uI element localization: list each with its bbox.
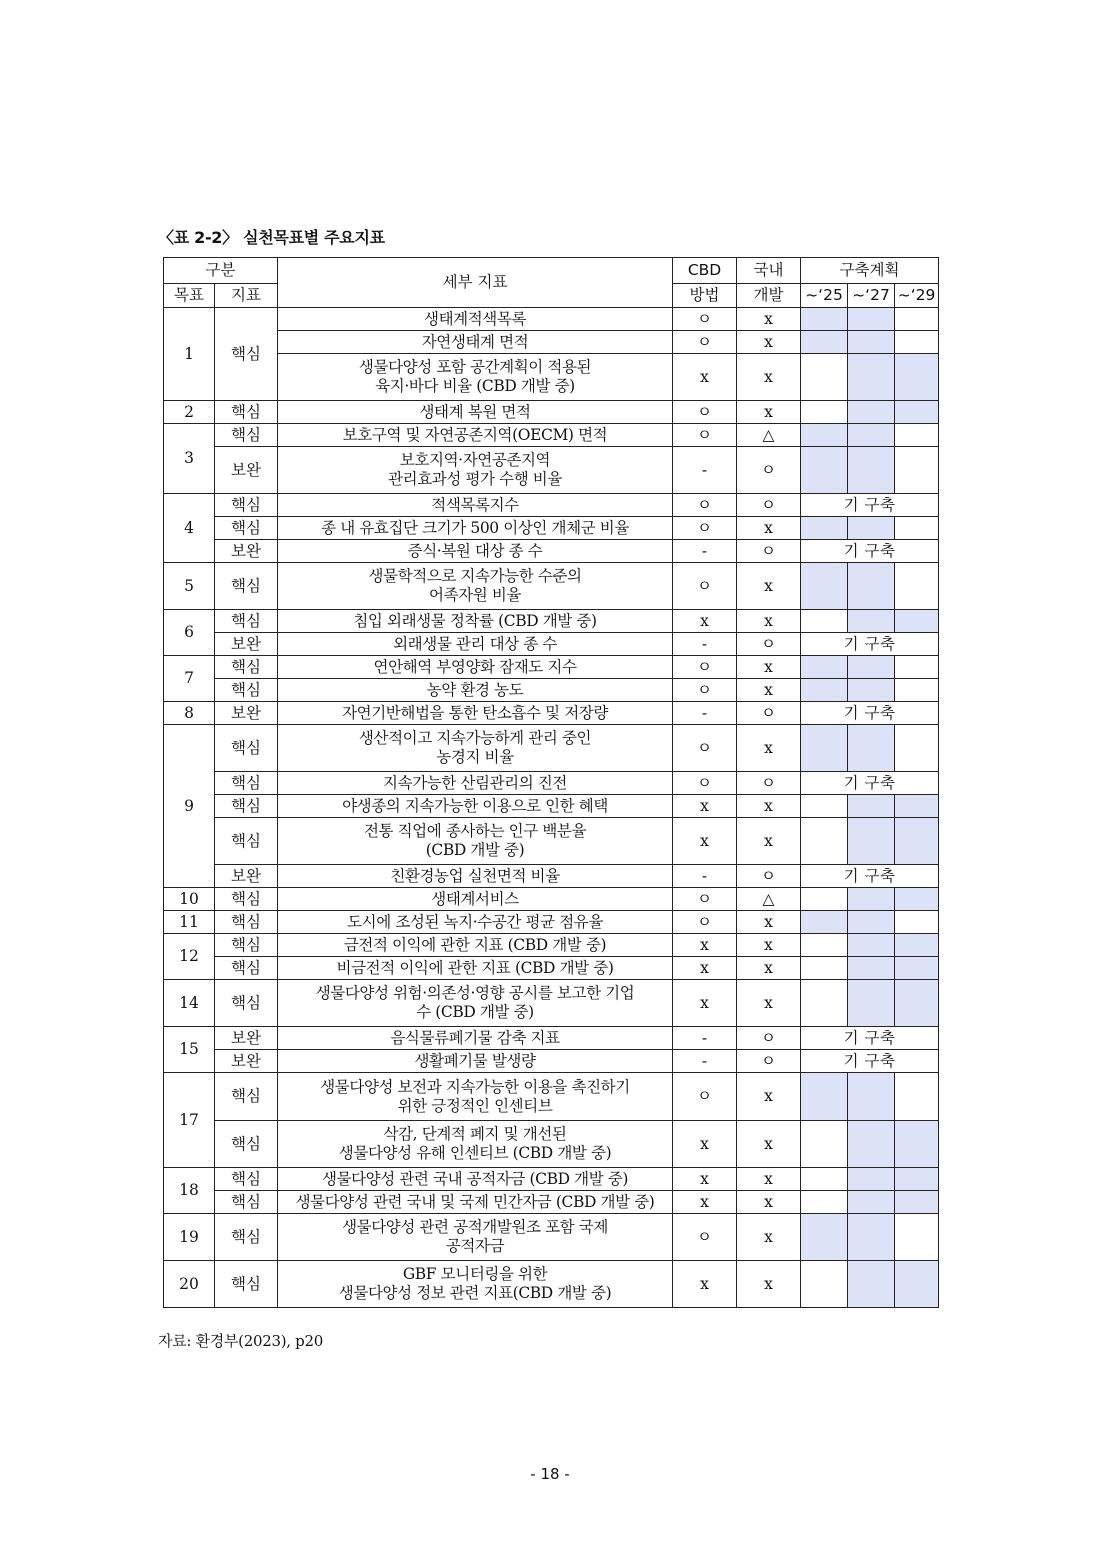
- plan-2025-cell: [801, 1191, 848, 1214]
- indicator-type: 핵심: [215, 1191, 278, 1214]
- plan-2027-cell: [848, 308, 895, 331]
- indicator-type: 핵심: [215, 725, 278, 772]
- plan-2027-cell: [848, 725, 895, 772]
- plan-2027-cell: [848, 980, 895, 1027]
- indicator-detail: 생물다양성 보전과 지속가능한 이용을 촉진하기 위한 긍정적인 인센티브: [278, 1073, 673, 1121]
- plan-2027-cell: [848, 888, 895, 911]
- header-plan-29: ~‘29: [895, 284, 939, 308]
- header-domestic-dev: 개발: [737, 284, 801, 308]
- table-row: [164, 888, 939, 911]
- goal-number: 2: [164, 401, 215, 424]
- table-row: [164, 331, 939, 354]
- indicator-detail: 도시에 조성된 녹지·수공간 평균 점유율: [278, 911, 673, 934]
- domestic-dev-mark: ㅇ: [737, 1027, 801, 1050]
- cbd-method-mark: ㅇ: [673, 888, 737, 911]
- domestic-dev-mark: x: [737, 980, 801, 1027]
- domestic-dev-mark: x: [737, 331, 801, 354]
- domestic-dev-mark: ㅇ: [737, 447, 801, 494]
- plan-2029-cell: [895, 818, 939, 865]
- indicator-detail: 지속가능한 산림관리의 진전: [278, 772, 673, 795]
- indicator-detail: 생물다양성 위험·의존성·영향 공시를 보고한 기업 수 (CBD 개발 중): [278, 980, 673, 1027]
- table-row: [164, 865, 939, 888]
- plan-2029-cell: [895, 447, 939, 494]
- plan-2027-cell: [848, 424, 895, 447]
- table-row: [164, 1168, 939, 1191]
- domestic-dev-mark: ㅇ: [737, 865, 801, 888]
- table-row: [164, 447, 939, 494]
- plan-2025-cell: [801, 424, 848, 447]
- domestic-dev-mark: ㅇ: [737, 772, 801, 795]
- plan-2029-cell: [895, 424, 939, 447]
- indicator-type: 핵심: [215, 911, 278, 934]
- indicator-detail: 생물학적으로 지속가능한 수준의 어족자원 비율: [278, 563, 673, 610]
- cbd-method-mark: ㅇ: [673, 308, 737, 331]
- domestic-dev-mark: △: [737, 888, 801, 911]
- plan-2029-cell: [895, 679, 939, 702]
- plan-2025-cell: [801, 795, 848, 818]
- indicator-detail: 친환경농업 실천면적 비율: [278, 865, 673, 888]
- table-row: [164, 563, 939, 610]
- cbd-method-mark: ㅇ: [673, 1214, 737, 1261]
- indicator-type: 핵심: [215, 795, 278, 818]
- table-row: [164, 725, 939, 772]
- plan-2025-cell: [801, 401, 848, 424]
- plan-2025-cell: [801, 563, 848, 610]
- plan-2029-cell: [895, 401, 939, 424]
- plan-2029-cell: [895, 934, 939, 957]
- plan-2027-cell: [848, 1261, 895, 1308]
- plan-2025-cell: [801, 818, 848, 865]
- cbd-method-mark: x: [673, 1121, 737, 1168]
- plan-2025-cell: [801, 610, 848, 633]
- plan-2025-cell: [801, 934, 848, 957]
- cbd-method-mark: -: [673, 540, 737, 563]
- cbd-method-mark: x: [673, 1168, 737, 1191]
- domestic-dev-mark: x: [737, 354, 801, 401]
- cbd-method-mark: ㅇ: [673, 1073, 737, 1121]
- indicator-type: 보완: [215, 447, 278, 494]
- cbd-method-mark: x: [673, 980, 737, 1027]
- table-row: [164, 401, 939, 424]
- header-plan-27: ~‘27: [848, 284, 895, 308]
- plan-2027-cell: [848, 1073, 895, 1121]
- indicator-type: 보완: [215, 702, 278, 725]
- domestic-dev-mark: ㅇ: [737, 702, 801, 725]
- goal-number: 4: [164, 494, 215, 563]
- plan-2027-cell: [848, 957, 895, 980]
- indicator-detail: 농약 환경 농도: [278, 679, 673, 702]
- plan-2027-cell: [848, 563, 895, 610]
- indicator-detail: 삭감, 단계적 폐지 및 개선된 생물다양성 유해 인센티브 (CBD 개발 중): [278, 1121, 673, 1168]
- domestic-dev-mark: ㅇ: [737, 494, 801, 517]
- goal-number: 12: [164, 934, 215, 980]
- plan-2027-cell: [848, 1168, 895, 1191]
- plan-2029-cell: [895, 308, 939, 331]
- domestic-dev-mark: △: [737, 424, 801, 447]
- table-row: [164, 957, 939, 980]
- cbd-method-mark: x: [673, 795, 737, 818]
- domestic-dev-mark: x: [737, 610, 801, 633]
- table-row: [164, 494, 939, 517]
- domestic-dev-mark: x: [737, 517, 801, 540]
- goal-number: 17: [164, 1073, 215, 1168]
- indicator-detail: 자연기반해법을 통한 탄소흡수 및 저장량: [278, 702, 673, 725]
- plan-2029-cell: [895, 610, 939, 633]
- table-row: [164, 610, 939, 633]
- indicator-type: 보완: [215, 540, 278, 563]
- plan-2029-cell: [895, 980, 939, 1027]
- goal-number: 10: [164, 888, 215, 911]
- indicator-detail: 생태계서비스: [278, 888, 673, 911]
- indicator-detail: 생태계적색목록: [278, 308, 673, 331]
- indicator-type: 핵심: [215, 679, 278, 702]
- cbd-method-mark: x: [673, 354, 737, 401]
- header-plan-25: ~‘25: [801, 284, 848, 308]
- cbd-method-mark: ㅇ: [673, 517, 737, 540]
- cbd-method-mark: -: [673, 1027, 737, 1050]
- indicator-type: 핵심: [215, 494, 278, 517]
- table-row: [164, 818, 939, 865]
- domestic-dev-mark: ㅇ: [737, 540, 801, 563]
- plan-2027-cell: [848, 447, 895, 494]
- already-built-label: 기 구축: [801, 1027, 939, 1050]
- goal-number: 8: [164, 702, 215, 725]
- indicator-detail: 음식물류폐기물 감축 지표: [278, 1027, 673, 1050]
- plan-2027-cell: [848, 401, 895, 424]
- table-row: [164, 911, 939, 934]
- table-row: [164, 656, 939, 679]
- indicator-detail: 보호구역 및 자연공존지역(OECM) 면적: [278, 424, 673, 447]
- table-row: [164, 1191, 939, 1214]
- indicator-detail: 침입 외래생물 정착률 (CBD 개발 중): [278, 610, 673, 633]
- plan-2025-cell: [801, 517, 848, 540]
- plan-2029-cell: [895, 888, 939, 911]
- already-built-label: 기 구축: [801, 633, 939, 656]
- cbd-method-mark: -: [673, 1050, 737, 1073]
- plan-2029-cell: [895, 1121, 939, 1168]
- goal-number: 15: [164, 1027, 215, 1073]
- already-built-label: 기 구축: [801, 1050, 939, 1073]
- domestic-dev-mark: x: [737, 563, 801, 610]
- indicator-type: 핵심: [215, 610, 278, 633]
- plan-2025-cell: [801, 1214, 848, 1261]
- domestic-dev-mark: x: [737, 795, 801, 818]
- plan-2027-cell: [848, 1121, 895, 1168]
- table-row: [164, 424, 939, 447]
- indicator-detail: 생물다양성 관련 국내 및 국제 민간자금 (CBD 개발 중): [278, 1191, 673, 1214]
- cbd-method-mark: ㅇ: [673, 725, 737, 772]
- plan-2025-cell: [801, 1168, 848, 1191]
- plan-2025-cell: [801, 1261, 848, 1308]
- cbd-method-mark: -: [673, 865, 737, 888]
- domestic-dev-mark: x: [737, 656, 801, 679]
- goal-number: 6: [164, 610, 215, 656]
- plan-2027-cell: [848, 911, 895, 934]
- indicator-detail: 생태계 복원 면적: [278, 401, 673, 424]
- plan-2025-cell: [801, 725, 848, 772]
- plan-2025-cell: [801, 331, 848, 354]
- plan-2029-cell: [895, 1214, 939, 1261]
- table-row: [164, 1050, 939, 1073]
- plan-2029-cell: [895, 911, 939, 934]
- cbd-method-mark: x: [673, 1191, 737, 1214]
- header-plan: 구축계획: [801, 258, 939, 284]
- table-row: [164, 679, 939, 702]
- plan-2029-cell: [895, 795, 939, 818]
- plan-2025-cell: [801, 1121, 848, 1168]
- cbd-method-mark: x: [673, 818, 737, 865]
- indicator-detail: 금전적 이익에 관한 지표 (CBD 개발 중): [278, 934, 673, 957]
- cbd-method-mark: x: [673, 610, 737, 633]
- indicator-detail: 종 내 유효집단 크기가 500 이상인 개체군 비율: [278, 517, 673, 540]
- plan-2025-cell: [801, 911, 848, 934]
- domestic-dev-mark: x: [737, 725, 801, 772]
- indicator-detail: 보호지역·자연공존지역 관리효과성 평가 수행 비율: [278, 447, 673, 494]
- table-row: [164, 1121, 939, 1168]
- cbd-method-mark: -: [673, 633, 737, 656]
- indicator-type: 보완: [215, 633, 278, 656]
- header-cbd: CBD: [673, 258, 737, 284]
- indicator-type: 핵심: [215, 772, 278, 795]
- plan-2029-cell: [895, 1261, 939, 1308]
- cbd-method-mark: ㅇ: [673, 424, 737, 447]
- plan-2025-cell: [801, 957, 848, 980]
- indicator-detail: 증식·복원 대상 종 수: [278, 540, 673, 563]
- plan-2025-cell: [801, 1073, 848, 1121]
- domestic-dev-mark: ㅇ: [737, 633, 801, 656]
- table-row: [164, 517, 939, 540]
- plan-2029-cell: [895, 331, 939, 354]
- table-row: [164, 354, 939, 401]
- domestic-dev-mark: x: [737, 1168, 801, 1191]
- cbd-method-mark: ㅇ: [673, 656, 737, 679]
- cbd-method-mark: ㅇ: [673, 772, 737, 795]
- plan-2027-cell: [848, 679, 895, 702]
- indicator-type: 핵심: [215, 1121, 278, 1168]
- header-goal: 목표: [164, 284, 215, 308]
- goal-number: 5: [164, 563, 215, 610]
- domestic-dev-mark: x: [737, 1214, 801, 1261]
- source-note: 자료: 환경부(2023), p20: [158, 1332, 323, 1350]
- domestic-dev-mark: x: [737, 1073, 801, 1121]
- table-row: [164, 795, 939, 818]
- plan-2027-cell: [848, 795, 895, 818]
- plan-2029-cell: [895, 957, 939, 980]
- table-row: [164, 1261, 939, 1308]
- domestic-dev-mark: x: [737, 934, 801, 957]
- indicator-type: 핵심: [215, 401, 278, 424]
- indicator-type: 핵심: [215, 934, 278, 957]
- cbd-method-mark: ㅇ: [673, 911, 737, 934]
- table-row: [164, 772, 939, 795]
- plan-2029-cell: [895, 1073, 939, 1121]
- plan-2029-cell: [895, 517, 939, 540]
- goal-number: 7: [164, 656, 215, 702]
- table-row: [164, 1073, 939, 1121]
- indicator-detail: 생활폐기물 발생량: [278, 1050, 673, 1073]
- plan-2027-cell: [848, 354, 895, 401]
- plan-2027-cell: [848, 934, 895, 957]
- cbd-method-mark: x: [673, 957, 737, 980]
- already-built-label: 기 구축: [801, 772, 939, 795]
- indicator-detail: 생물다양성 관련 공적개발원조 포함 국제 공적자금: [278, 1214, 673, 1261]
- plan-2027-cell: [848, 818, 895, 865]
- already-built-label: 기 구축: [801, 494, 939, 517]
- plan-2025-cell: [801, 354, 848, 401]
- table-caption: 〈표 2-2〉 실천목표별 주요지표: [158, 228, 385, 247]
- indicator-detail: 적색목록지수: [278, 494, 673, 517]
- domestic-dev-mark: x: [737, 1261, 801, 1308]
- cbd-method-mark: x: [673, 934, 737, 957]
- table-body: [164, 308, 939, 1308]
- header-indicator-type: 지표: [215, 284, 278, 308]
- header-cbd-method: 방법: [673, 284, 737, 308]
- plan-2025-cell: [801, 679, 848, 702]
- plan-2025-cell: [801, 656, 848, 679]
- indicator-detail: 생물다양성 관련 국내 공적자금 (CBD 개발 중): [278, 1168, 673, 1191]
- cbd-method-mark: ㅇ: [673, 401, 737, 424]
- indicator-type: 핵심: [215, 563, 278, 610]
- plan-2029-cell: [895, 1191, 939, 1214]
- indicator-type: 핵심: [215, 656, 278, 679]
- domestic-dev-mark: x: [737, 911, 801, 934]
- plan-2027-cell: [848, 1191, 895, 1214]
- header-domestic: 국내: [737, 258, 801, 284]
- already-built-label: 기 구축: [801, 865, 939, 888]
- cbd-method-mark: ㅇ: [673, 563, 737, 610]
- plan-2027-cell: [848, 1214, 895, 1261]
- goal-number: 20: [164, 1261, 215, 1308]
- goal-number: 14: [164, 980, 215, 1027]
- plan-2029-cell: [895, 354, 939, 401]
- indicator-type: 핵심: [215, 1214, 278, 1261]
- table-row: [164, 980, 939, 1027]
- header-detail: 세부 지표: [278, 258, 673, 308]
- goal-number: 18: [164, 1168, 215, 1214]
- indicator-detail: GBF 모니터링을 위한 생물다양성 정보 관련 지표(CBD 개발 중): [278, 1261, 673, 1308]
- table-row: [164, 934, 939, 957]
- plan-2029-cell: [895, 725, 939, 772]
- cbd-method-mark: -: [673, 447, 737, 494]
- indicator-type: 핵심: [215, 308, 278, 401]
- table-row: [164, 308, 939, 331]
- header-group: 구분: [164, 258, 278, 284]
- indicator-type: 핵심: [215, 1073, 278, 1121]
- indicator-detail: 야생종의 지속가능한 이용으로 인한 혜택: [278, 795, 673, 818]
- cbd-method-mark: ㅇ: [673, 494, 737, 517]
- indicator-table: [163, 257, 939, 1308]
- indicator-type: 핵심: [215, 424, 278, 447]
- goal-number: 1: [164, 308, 215, 401]
- table-row: [164, 1214, 939, 1261]
- indicator-type: 보완: [215, 865, 278, 888]
- goal-number: 3: [164, 424, 215, 494]
- domestic-dev-mark: x: [737, 1121, 801, 1168]
- indicator-detail: 생산적이고 지속가능하게 관리 중인 농경지 비율: [278, 725, 673, 772]
- plan-2027-cell: [848, 610, 895, 633]
- domestic-dev-mark: x: [737, 679, 801, 702]
- indicator-detail: 외래생물 관리 대상 종 수: [278, 633, 673, 656]
- page-number: - 18 -: [530, 1465, 570, 1483]
- plan-2025-cell: [801, 308, 848, 331]
- cbd-method-mark: ㅇ: [673, 331, 737, 354]
- indicator-type: 핵심: [215, 957, 278, 980]
- plan-2025-cell: [801, 980, 848, 1027]
- plan-2027-cell: [848, 331, 895, 354]
- plan-2029-cell: [895, 656, 939, 679]
- goal-number: 11: [164, 911, 215, 934]
- indicator-type: 핵심: [215, 1261, 278, 1308]
- plan-2027-cell: [848, 656, 895, 679]
- domestic-dev-mark: x: [737, 1191, 801, 1214]
- plan-2029-cell: [895, 563, 939, 610]
- domestic-dev-mark: x: [737, 957, 801, 980]
- cbd-method-mark: ㅇ: [673, 679, 737, 702]
- indicator-type: 핵심: [215, 888, 278, 911]
- indicator-detail: 비금전적 이익에 관한 지표 (CBD 개발 중): [278, 957, 673, 980]
- cbd-method-mark: -: [673, 702, 737, 725]
- plan-2029-cell: [895, 1168, 939, 1191]
- indicator-type: 핵심: [215, 818, 278, 865]
- indicator-type: 핵심: [215, 980, 278, 1027]
- table-row: [164, 702, 939, 725]
- domestic-dev-mark: ㅇ: [737, 1050, 801, 1073]
- plan-2027-cell: [848, 517, 895, 540]
- table-row: [164, 540, 939, 563]
- already-built-label: 기 구축: [801, 540, 939, 563]
- indicator-detail: 자연생태계 면적: [278, 331, 673, 354]
- goal-number: 19: [164, 1214, 215, 1261]
- table-row: [164, 1027, 939, 1050]
- indicator-detail: 연안해역 부영양화 잠재도 지수: [278, 656, 673, 679]
- indicator-type: 핵심: [215, 517, 278, 540]
- already-built-label: 기 구축: [801, 702, 939, 725]
- domestic-dev-mark: x: [737, 308, 801, 331]
- indicator-type: 보완: [215, 1027, 278, 1050]
- plan-2025-cell: [801, 888, 848, 911]
- table-row: [164, 633, 939, 656]
- cbd-method-mark: x: [673, 1261, 737, 1308]
- indicator-type: 핵심: [215, 1168, 278, 1191]
- domestic-dev-mark: x: [737, 818, 801, 865]
- plan-2025-cell: [801, 447, 848, 494]
- indicator-detail: 생물다양성 포함 공간계획이 적용된 육지·바다 비율 (CBD 개발 중): [278, 354, 673, 401]
- domestic-dev-mark: x: [737, 401, 801, 424]
- indicator-detail: 전통 직업에 종사하는 인구 백분율 (CBD 개발 중): [278, 818, 673, 865]
- indicator-type: 보완: [215, 1050, 278, 1073]
- goal-number: 9: [164, 725, 215, 888]
